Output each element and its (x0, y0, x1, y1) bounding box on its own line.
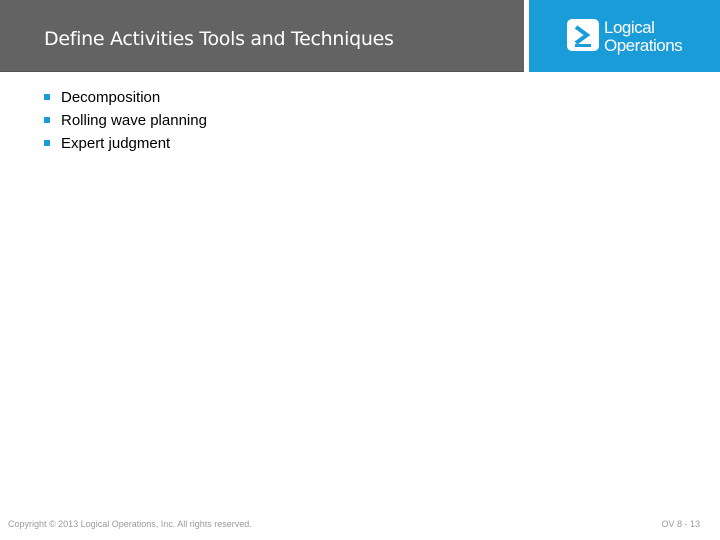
bullet-square-icon (44, 94, 50, 100)
bullet-text: Rolling wave planning (61, 112, 207, 129)
logo-text-line2: Operations (604, 36, 683, 55)
bullet-item (44, 132, 207, 155)
bullet-text: Decomposition (61, 89, 161, 106)
slide-title: Define Activities Tools and Techniques (44, 28, 394, 50)
bullet-square-icon (44, 140, 50, 146)
bullet-list (44, 86, 207, 155)
title-bar (0, 0, 524, 72)
logo-text-line1: Logical (604, 18, 655, 37)
logo-chevron-icon (567, 19, 599, 51)
logo (529, 0, 720, 72)
bullet-text: Expert judgment (61, 135, 171, 152)
bullet-square-icon (44, 117, 50, 123)
bullet-item (44, 109, 207, 132)
slide-number: OV 8 - 13 (661, 519, 700, 529)
copyright-text: Copyright © 2013 Logical Operations, Inc. All rights reserved. (8, 519, 252, 529)
bullet-item (44, 86, 207, 109)
